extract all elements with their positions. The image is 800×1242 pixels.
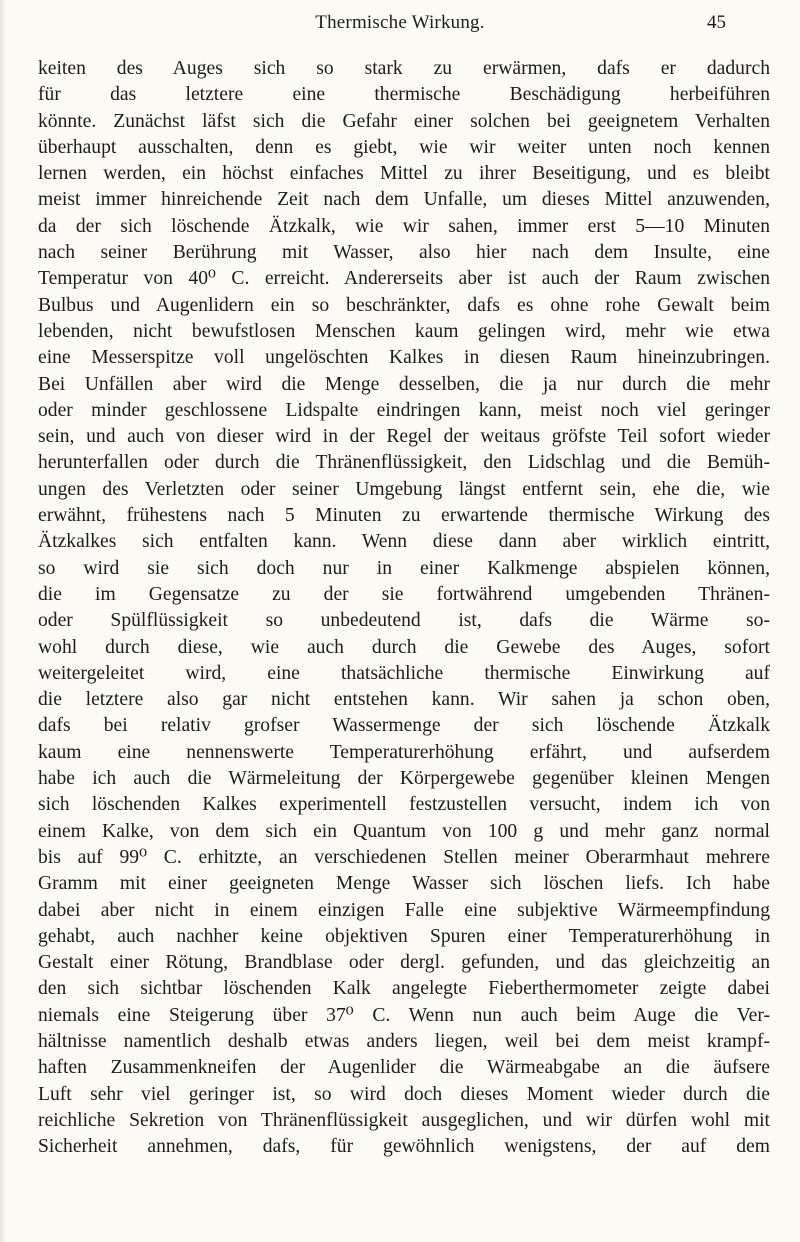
text-line: eine Messerspitze voll ungelöschten Kalkes in diesen Raum hineinzubringen. <box>38 347 770 369</box>
text-line: die im Gegensatze zu der sie fortwährend umgebenden Thränen- <box>38 583 770 605</box>
text-line: Sicherheit annehmen, dafs, für gewöhnlich wenigstens, der auf dem <box>38 1136 770 1158</box>
text-line: so wird sie sich doch nur in einer Kalkmenge abspielen können, <box>38 557 770 579</box>
page-left-edge-shadow <box>0 0 6 1242</box>
text-line: Gestalt einer Rötung, Brandblase oder dergl. gefunden, und das gleichzeitig an <box>38 952 770 974</box>
text-line: reichliche Sekretion von Thränenflüssigkeit ausgeglichen, und wir dürfen wohl mit <box>38 1109 770 1131</box>
text-line: wohl durch diese, wie auch durch die Gewebe des Auges, sofort <box>38 636 770 658</box>
text-line: dabei aber nicht in einem einzigen Falle eine subjektive Wärmeempfindung <box>38 899 770 921</box>
text-line: oder minder geschlossene Lidspalte eindringen kann, meist noch viel geringer <box>38 399 770 421</box>
text-line: Bulbus und Augenlidern ein so beschränkter, dafs es ohne rohe Gewalt beim <box>38 294 770 316</box>
text-line: Luft sehr viel geringer ist, so wird doch dieses Moment wieder durch die <box>38 1083 770 1105</box>
text-line: bis auf 99⁰ C. erhitzte, an verschiedenen Stellen meiner Oberarmhaut mehrere <box>38 846 770 868</box>
text-line: kaum eine nennenswerte Temperaturerhöhung erfährt, und aufserdem <box>38 741 770 763</box>
text-line: hältnisse namentlich deshalb etwas anders liegen, weil bei dem meist krampf- <box>38 1030 770 1052</box>
text-line: nach seiner Berührung mit Wasser, also hier nach dem Insulte, eine <box>38 242 770 264</box>
text-line: die letztere also gar nicht entstehen kann. Wir sahen ja schon oben, <box>38 689 770 711</box>
text-line: niemals eine Steigerung über 37⁰ C. Wenn nun auch beim Auge die Ver- <box>38 1004 770 1026</box>
text-line: gehabt, auch nachher keine objektiven Spuren einer Temperaturerhöhung in <box>38 925 770 947</box>
text-line: meist immer hinreichende Zeit nach dem Unfalle, um dieses Mittel anzuwenden, <box>38 189 770 211</box>
text-line: lernen werden, ein höchst einfaches Mittel zu ihrer Beseitigung, und es bleibt <box>38 163 770 185</box>
text-line: Temperatur von 40⁰ C. erreicht. Andererseits aber ist auch der Raum zwischen <box>38 268 770 290</box>
text-line: könnte. Zunächst läfst sich die Gefahr einer solchen bei geeignetem Verhalten <box>38 110 770 132</box>
text-line: überhaupt ausschalten, denn es giebt, wie wir weiter unten noch kennen <box>38 136 770 158</box>
text-line: sich löschenden Kalkes experimentell festzustellen versucht, indem ich von <box>38 794 770 816</box>
text-line: erwähnt, frühestens nach 5 Minuten zu erwartende thermische Wirkung des <box>38 505 770 527</box>
running-head <box>0 10 800 40</box>
text-line: den sich sichtbar löschenden Kalk angelegte Fieberthermometer zeigte dabei <box>38 978 770 1000</box>
text-line: da der sich löschende Ätzkalk, wie wir sahen, immer erst 5—10 Minuten <box>38 215 770 237</box>
text-line: weitergeleitet wird, eine thatsächliche thermische Einwirkung auf <box>38 662 770 684</box>
page-number: 45 <box>707 12 726 33</box>
text-line: oder Spülflüssigkeit so unbedeutend ist, dafs die Wärme so- <box>38 610 770 632</box>
body-text <box>38 56 770 1160</box>
text-line: Ätzkalkes sich entfalten kann. Wenn diese dann aber wirklich eintritt, <box>38 531 770 553</box>
text-line: dafs bei relativ grofser Wassermenge der sich löschende Ätzkalk <box>38 715 770 737</box>
text-line: Gramm mit einer geeigneten Menge Wasser sich löschen liefs. Ich habe <box>38 873 770 895</box>
text-line: für das letztere eine thermische Beschädigung herbeiführen <box>38 84 770 106</box>
running-head-title: Thermische Wirkung. <box>315 12 485 33</box>
text-line: einem Kalke, von dem sich ein Quantum von 100 g und mehr ganz normal <box>38 820 770 842</box>
text-line: ungen des Verletzten oder seiner Umgebung längst entfernt sein, ehe die, wie <box>38 478 770 500</box>
text-line: Bei Unfällen aber wird die Menge desselben, die ja nur durch die mehr <box>38 373 770 395</box>
text-line: habe ich auch die Wärmeleitung der Körpergewebe gegenüber kleinen Mengen <box>38 768 770 790</box>
text-line: lebenden, nicht bewufstlosen Menschen kaum gelingen wird, mehr wie etwa <box>38 320 770 342</box>
text-line: sein, und auch von dieser wird in der Regel der weitaus gröfste Teil sofort wieder <box>38 426 770 448</box>
text-line: herunterfallen oder durch die Thränenflüssigkeit, den Lidschlag und die Bemüh- <box>38 452 770 474</box>
text-line: haften Zusammenkneifen der Augenlider die Wärmeabgabe an die äufsere <box>38 1057 770 1079</box>
text-line: keiten des Auges sich so stark zu erwärmen, dafs er dadurch <box>38 58 770 79</box>
